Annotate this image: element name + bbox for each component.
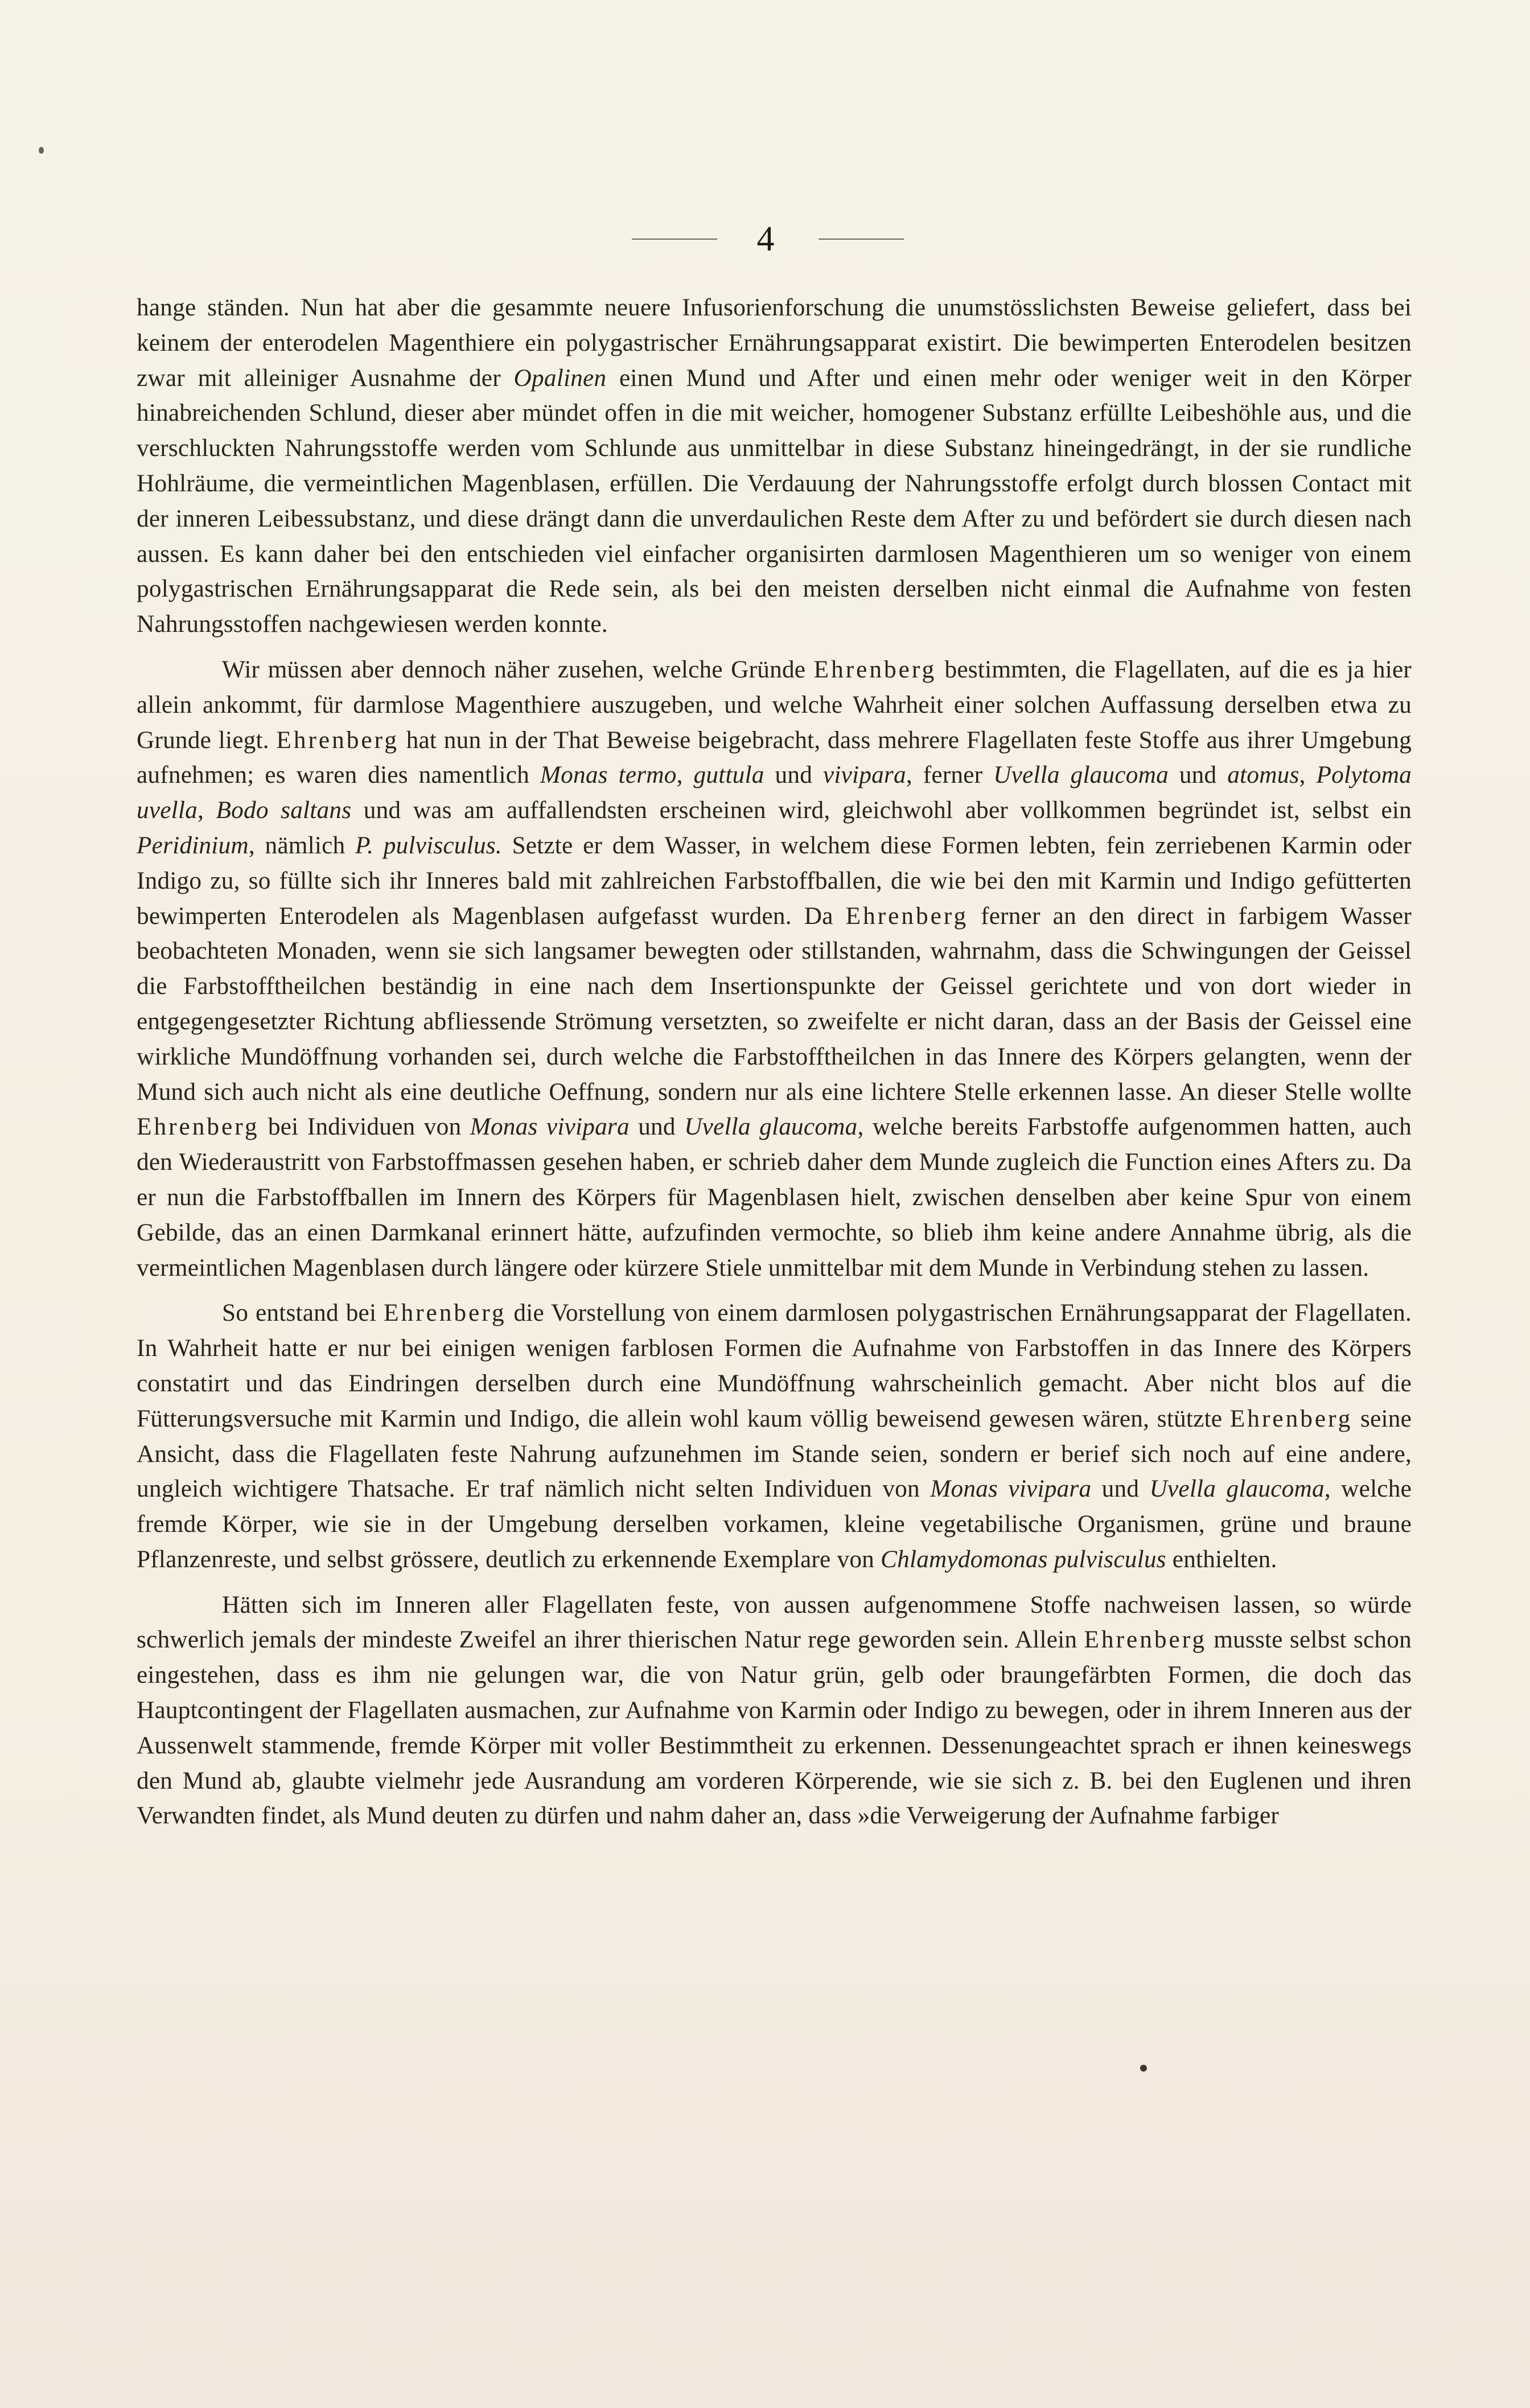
italic-term: Peridinium xyxy=(137,831,249,859)
header-rule-left xyxy=(632,239,717,240)
text-run: , welche bereits Farbstoffe aufgenommen hatten, auch den Wiederaustritt von Farbstoffmassen gesehen haben, er schrieb daher dem Munde zugleich die Function eines Afters zu. Da er nun die Farbstoffballen im Innern des Körpers für Magenblasen hielt, zwischen denselben aber keine Spur von einem Gebilde, das an einen Darmkanal erinnert hätte, aufzufinden vermochte, so blieb ihm keine andere Annahme übrig, als die vermeintlichen Magenblasen durch längere oder kürzere Stiele unmittelbar mit dem Munde in Verbindung stehen zu lassen. xyxy=(137,1113,1412,1281)
italic-term: vivipara xyxy=(822,761,906,789)
text-run: ferner an den direct in farbigem Wasser beobachteten Monaden, wenn sie sich langsamer bewegten oder stillstanden, wahrnahm, dass die Schwingungen der Geissel die Farbstofftheilchen beständig in eine nach dem Insertionspunkte der Geissel gerichtete und von dort wieder in entgegengesetzter Richtung abfliessende Strömung versetzten, so zweifelte er nicht daran, dass an der Basis der Geissel eine wirkliche Mundöffnung vorhanden sei, durch welche die Farbstofftheilchen in das Innere des Körpers gelangten, wenn der Mund sich auch nicht als eine deutliche Oeffnung, sondern nur als eine lichtere Stelle erkennen lasse. An dieser Stelle wollte xyxy=(137,902,1412,1106)
header-rule-right xyxy=(819,239,904,240)
author-name: Ehrenberg xyxy=(276,726,399,754)
author-name: Ehrenberg xyxy=(137,1113,260,1141)
paragraph xyxy=(137,290,1412,642)
author-name: Ehrenberg xyxy=(1229,1404,1353,1432)
italic-term: Bodo saltans xyxy=(216,796,352,824)
text-run: , xyxy=(198,796,216,824)
text-run: und xyxy=(629,1113,685,1141)
italic-term: Monas termo xyxy=(540,761,677,789)
text-run: , welche fremde Körper, wie sie in der Umgebung derselben vorkamen, kleine vegetabilische Organismen, grüne und braune Pflanzenreste, und selbst grössere, deutlich zu erkennende Exemplare von xyxy=(137,1475,1412,1573)
text-run: Wir müssen aber dennoch näher zusehen, welche Gründe xyxy=(222,655,814,683)
italic-term: Monas vivipara xyxy=(470,1113,630,1141)
italic-term: P. pulvisculus. xyxy=(355,831,502,859)
italic-term: Uvella glaucoma xyxy=(1149,1475,1325,1503)
author-name: Ehrenberg xyxy=(384,1299,507,1327)
text-run: die Vorstellung von einem darmlosen polygastrischen Ernährungsapparat der Flagellaten. In Wahrheit hatte er nur bei einigen wenigen farblosen Formen die Aufnahme von Farbstoffen in das Innere des Körpers constatirt und das Eindringen derselben durch eine Mundöffnung wahrscheinlich gemacht. Aber nicht blos auf die Fütterungsversuche mit Karmin und Indigo, die allein wohl kaum völlig beweisend gewesen wären, stützte xyxy=(137,1299,1412,1432)
author-name: Ehrenberg xyxy=(1084,1626,1207,1654)
text-run: Setzte er dem Wasser, in welchem diese Formen lebten, fein zerriebenen Karmin oder Indigo zu, so füllte sich ihr Inneres bald mit zahlreichen Farbstoffballen, die wie bei den mit Karmin und Indigo gefütterten bewimperten Enterodelen als Magenblasen aufgefasst wurden. Da xyxy=(137,831,1412,930)
text-run: und xyxy=(764,761,823,789)
author-name: Ehrenberg xyxy=(813,655,937,683)
italic-term: Uvella glaucoma xyxy=(684,1113,858,1141)
text-run: bei Individuen von xyxy=(259,1113,470,1141)
text-run: und xyxy=(1168,761,1228,789)
text-run: , ferner xyxy=(906,761,994,789)
body-text xyxy=(137,290,1412,2027)
italic-term: atomus xyxy=(1227,761,1299,789)
ink-speck xyxy=(39,147,44,154)
text-run: hat nun in der That Beweise beigebracht, dass mehrere Flagellaten feste Stoffe aus ihrer Umgebung aufnehmen; es waren dies namentlich xyxy=(137,726,1412,789)
author-name: Ehrenberg xyxy=(845,902,969,930)
italic-term: guttula xyxy=(693,761,764,789)
italic-term: Monas vivipara xyxy=(930,1475,1092,1503)
paragraph xyxy=(137,1296,1412,1577)
text-run: und was am auffallendsten erscheinen wird, gleichwohl aber vollkommen begründet ist, selbst ein xyxy=(351,796,1412,824)
text-run: und xyxy=(1091,1475,1150,1503)
text-run: enthielten. xyxy=(1166,1545,1277,1573)
italic-term: Uvella glaucoma xyxy=(993,761,1169,789)
text-run: seine Ansicht, dass die Flagellaten feste Nahrung aufzunehmen im Stande seien, sondern er berief sich noch auf eine andere, ungleich wichtigere Thatsache. Er traf nämlich nicht selten Individuen von xyxy=(137,1404,1412,1503)
paragraph xyxy=(137,1588,1412,1834)
italic-term: Opalinen xyxy=(513,364,607,392)
text-run: musste selbst schon eingestehen, dass es ihm nie gelungen war, die von Natur grün, gelb oder braungefärbten Formen, die doch das Hauptcontingent der Flagellaten ausmachen, zur Aufnahme von Karmin oder Indigo zu bewegen, oder in ihrem Inneren aus der Aussenwelt stammende, fremde Körper mit voller Bestimmtheit zu erkennen. Dessenungeachtet sprach er ihnen keineswegs den Mund ab, glaubte vielmehr jede Ausrandung am vorderen Körperende, wie sie sich z. B. bei den Euglenen und ihren Verwandten findet, als Mund deuten zu dürfen und nahm daher an, dass »die Verweigerung der Aufnahme farbiger xyxy=(137,1626,1412,1830)
ink-speck xyxy=(1140,2065,1147,2072)
page-header xyxy=(0,219,1530,259)
italic-term: Polytoma uvella xyxy=(137,761,1412,824)
text-run: , xyxy=(676,761,694,789)
text-run: hange ständen. Nun hat aber die gesammte neuere Infusorienforschung die unumstösslichsten Beweise geliefert, dass bei keinem der enterodelen Magenthiere ein polygastrischer Ernährungsapparat existirt. Die bewimperten Enterodelen besitzen zwar mit alleiniger Ausnahme der xyxy=(137,294,1412,392)
paragraph xyxy=(137,652,1412,1285)
text-run: bestimmten, die Flagellaten, auf die es ja hier allein ankommt, für darmlose Magenthiere auszugeben, und welche Wahrheit einer solchen Auffassung derselben etwa zu Grunde liegt. xyxy=(137,655,1412,754)
text-run: , xyxy=(1299,761,1317,789)
italic-term: Chlamydomonas pulvisculus xyxy=(881,1545,1166,1573)
text-run: einen Mund und After und einen mehr oder weniger weit in den Körper hinabreichenden Schlund, dieser aber mündet offen in die mit weicher, homogener Substanz erfüllte Leibeshöhle aus, und die verschluckten Nahrungsstoffe werden vom Schlunde aus unmittelbar in diese Substanz hineingedrängt, in der sie rundliche Hohlräume, die vermeintlichen Magenblasen, erfüllen. Die Verdauung der Nahrungsstoffe erfolgt durch blossen Contact mit der inneren Leibessubstanz, und diese drängt dann die unverdaulichen Reste dem After zu und befördert sie durch diesen nach aussen. Es kann daher bei den entschieden viel einfacher organisirten darmlosen Magenthieren um so weniger von einem polygastrischen Ernährungsapparat die Rede sein, als bei den meisten derselben nicht einmal die Aufnahme von festen Nahrungsstoffen nachgewiesen werden konnte. xyxy=(137,364,1412,638)
text-run: , nämlich xyxy=(248,831,356,859)
text-run: Hätten sich im Inneren aller Flagellaten feste, von aussen aufgenommene Stoffe nachweisen lassen, so würde schwerlich jemals der mindeste Zweifel an ihrer thierischen Natur rege geworden sein. Allein xyxy=(137,1591,1412,1654)
page-number: 4 xyxy=(756,220,775,258)
text-run: So entstand bei xyxy=(222,1299,384,1327)
